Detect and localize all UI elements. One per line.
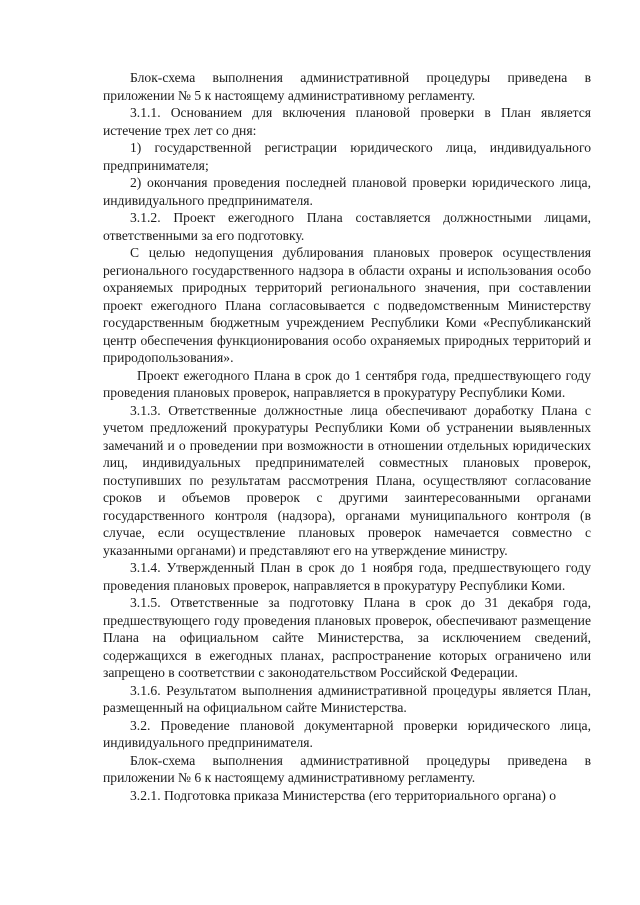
- paragraph-3-1-1: 3.1.1. Основанием для включения плановой проверки в План является истечение трех лет со дня:: [103, 105, 591, 138]
- paragraph-duplication-prevention: С целью недопущения дублирования плановых проверок осуществления регионального государственного надзора в области охраны и использования особо охраняемых природных территорий регионального значения, при составлении проект ежегодного Плана согласовывается с подведомственным Министерству государственным бюджетным учреждением Республики Коми «Республиканский центр обеспечения функционирования особо охраняемых природных территорий и природопользования».: [103, 245, 591, 365]
- paragraph-3-1-2: 3.1.2. Проект ежегодного Плана составляется должностными лицами, ответственными за его подготовку.: [103, 210, 591, 243]
- paragraph-3-1-5: 3.1.5. Ответственные за подготовку Плана в срок до 31 декабря года, предшествующего году проведения плановых проверок, обеспечивают размещение Плана на официальном сайте Министерства, за исключением сведений, содержащихся в ежегодных планах, распространение которых ограничено или запрещено в соответствии с законодательством Российской Федерации.: [103, 595, 591, 680]
- paragraph-3-1-6: 3.1.6. Результатом выполнения административной процедуры является План, размещенный на официальном сайте Министерства.: [103, 682, 591, 715]
- paragraph-3-2-1: 3.2.1. Подготовка приказа Министерства (его территориального органа) о: [130, 787, 557, 803]
- paragraph-flowchart-appendix-6: Блок-схема выполнения административной процедуры приведена в приложении № 6 к настоящему административному регламенту.: [103, 752, 591, 785]
- paragraph-3-1-4: 3.1.4. Утвержденный План в срок до 1 ноября года, предшествующего году проведения плановых проверок, направляется в прокуратуру Республики Коми.: [103, 560, 591, 593]
- paragraph-list-item-2: 2) окончания проведения последней плановой проверки юридического лица, индивидуального предпринимателя.: [103, 175, 591, 208]
- paragraph-list-item-1: 1) государственной регистрации юридического лица, индивидуального предпринимателя;: [103, 140, 591, 173]
- paragraph-plan-draft-deadline: Проект ежегодного Плана в срок до 1 сентября года, предшествующего году проведения плановых проверок, направляется в прокуратуру Республики Коми.: [103, 367, 591, 400]
- paragraph-flowchart-appendix-5: Блок-схема выполнения административной процедуры приведена в приложении № 5 к настоящему административному регламенту.: [103, 70, 591, 103]
- document-body: [103, 69, 591, 804]
- paragraph-3-1-3: 3.1.3. Ответственные должностные лица обеспечивают доработку Плана с учетом предложений прокуратуры Республики Коми об устранении выявленных замечаний и о проведении при возможности в отношении отдельных юридических лиц, индивидуальных предпринимателей совместных плановых проверок, поступивших по результатам рассмотрения Плана, осуществляют согласование сроков и объемов проверок с другими заинтересованными органами государственного контроля (надзора), органами муниципального контроля (в случае, если осуществление плановых проверок намечается совместно с указанными органами) и представляют его на утверждение министру.: [103, 402, 591, 558]
- paragraph-3-2: 3.2. Проведение плановой документарной проверки юридического лица, индивидуального предпринимателя.: [103, 717, 591, 750]
